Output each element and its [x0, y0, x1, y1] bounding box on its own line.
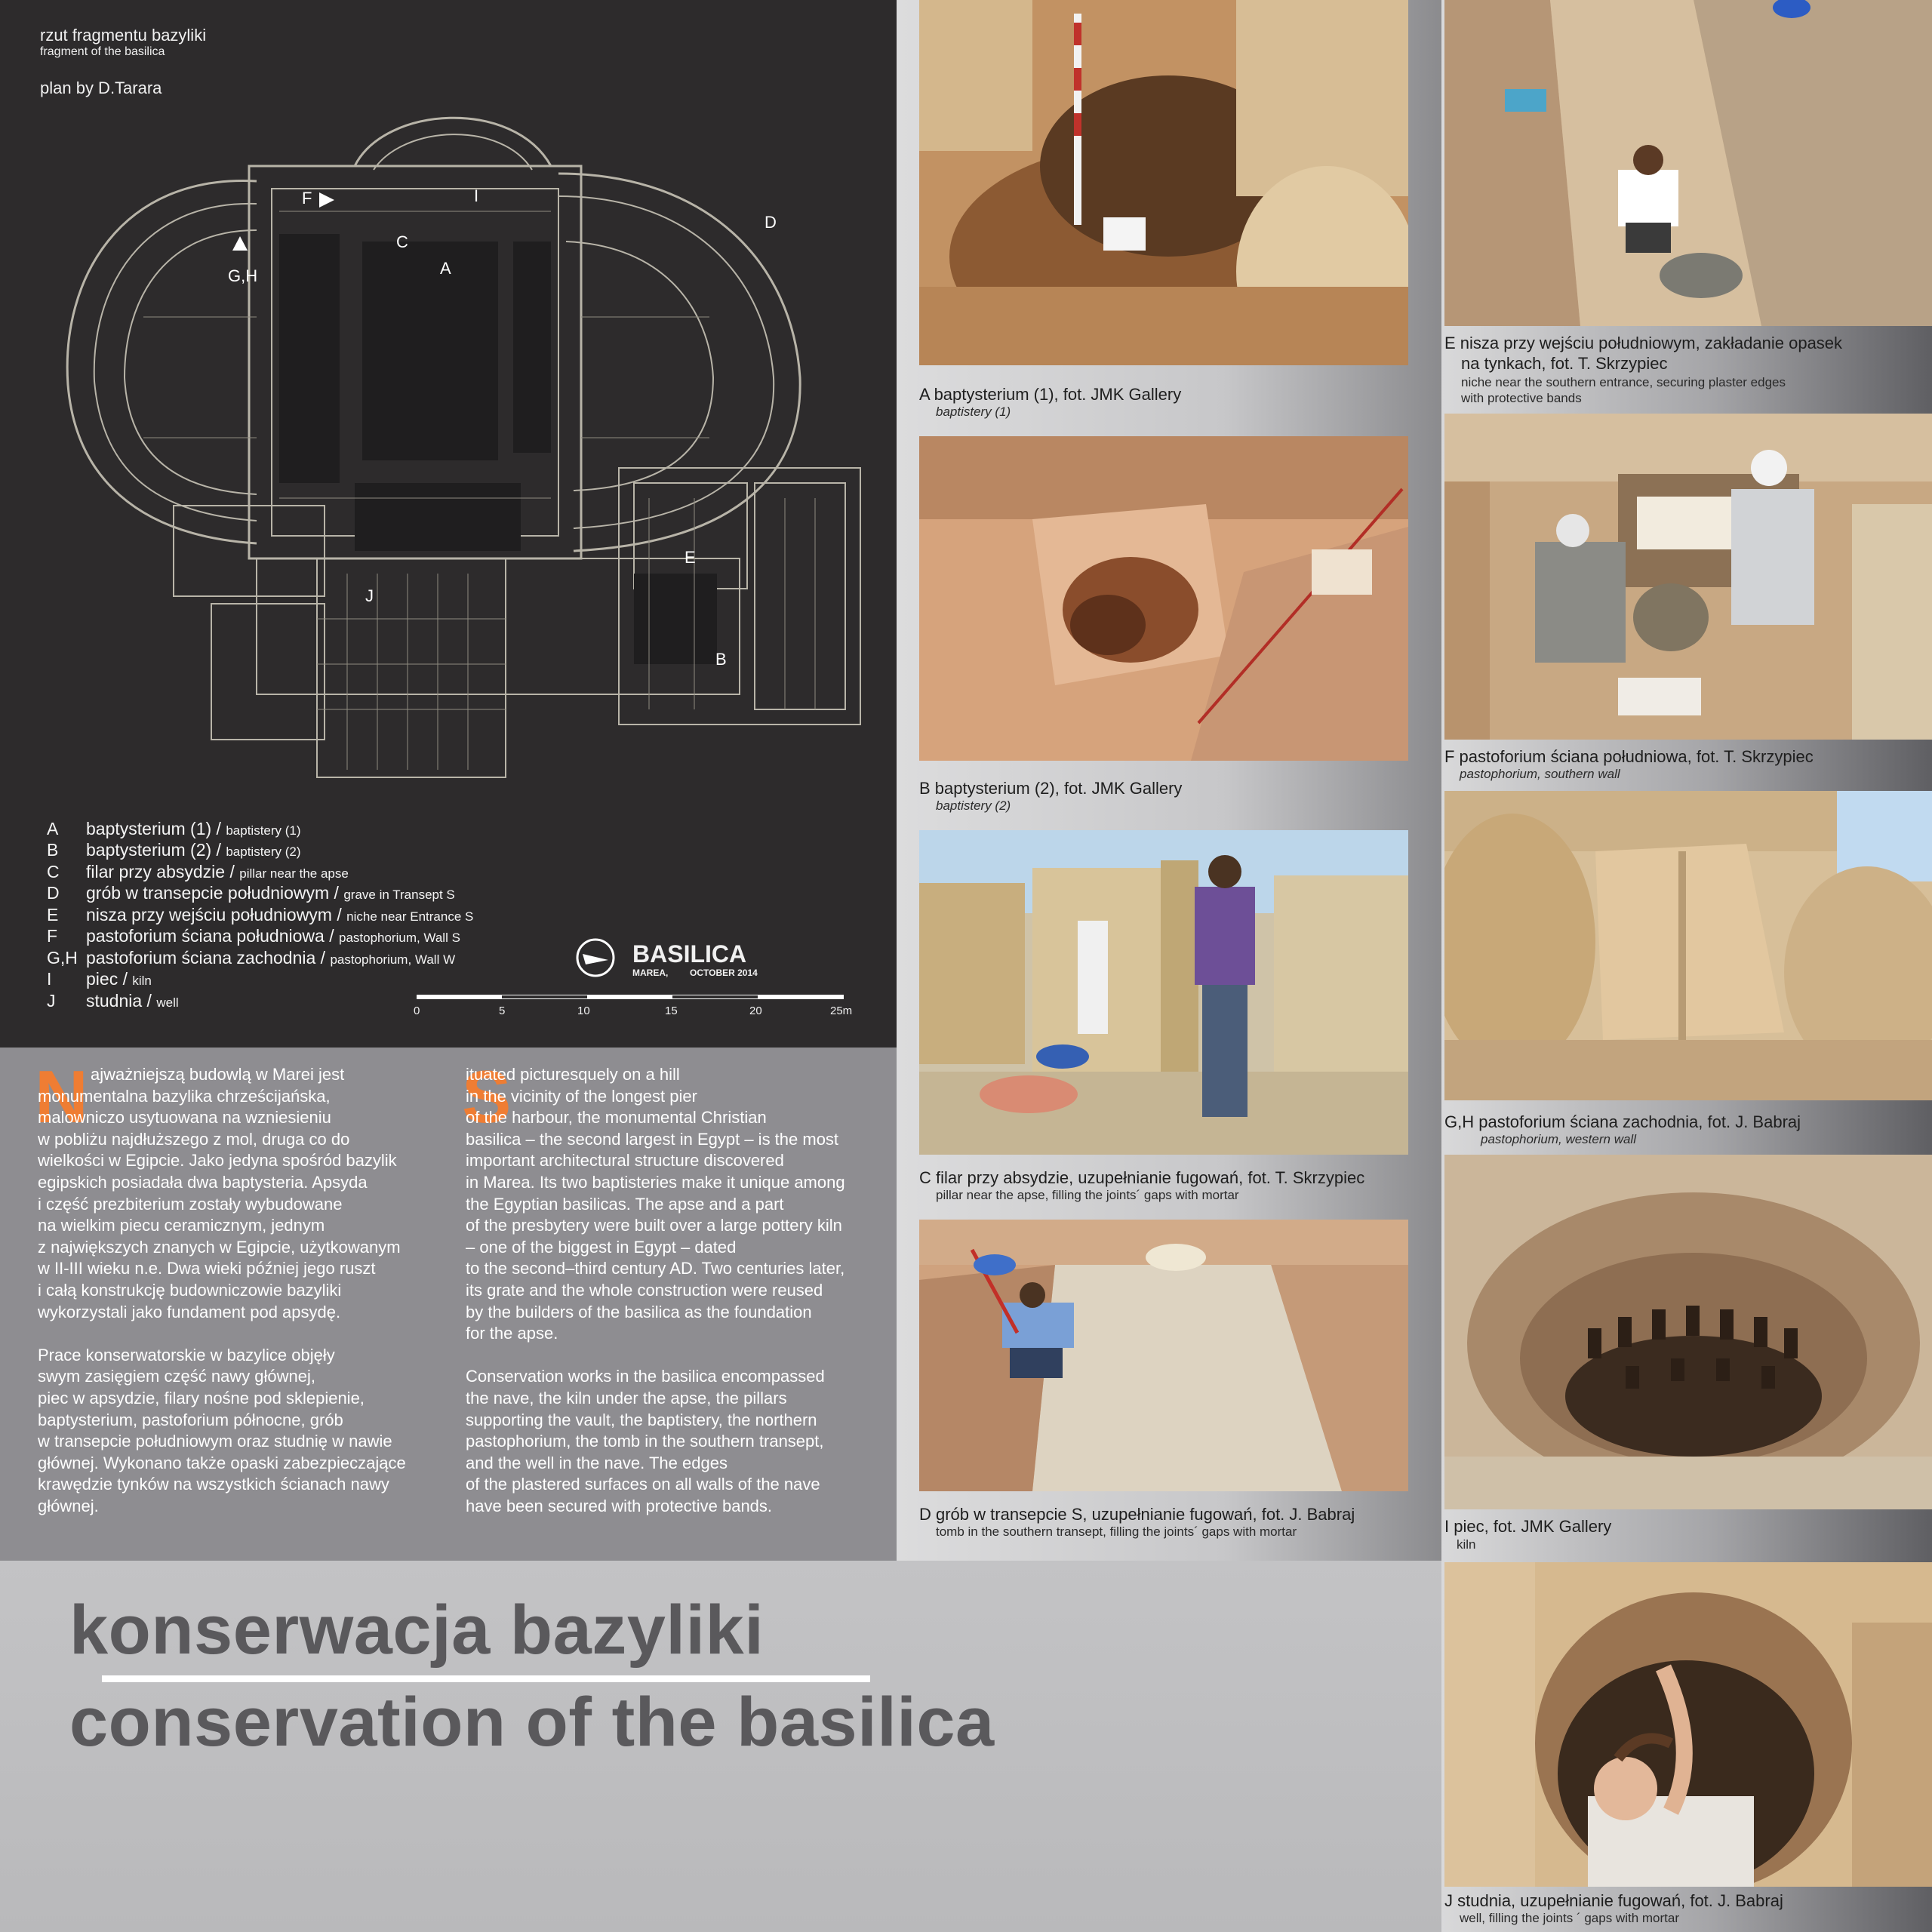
legend-row: E nisza przy wejściu południowym / niche near Entrance S: [47, 905, 474, 924]
photo-j-caption: J studnia, uzupełnianie fugowań, fot. J. Babraj: [1444, 1891, 1783, 1910]
photo-e-subcaption-line2: with protective bands: [1461, 391, 1582, 405]
page-title-pl: konserwacja bazyliki: [69, 1592, 764, 1669]
photo-c-subcaption: pillar near the apse, filling the joints´ gaps with mortar: [936, 1188, 1239, 1202]
plan-marker-b: B: [715, 650, 727, 669]
plan-subtitle: fragment of the basilica: [40, 45, 165, 58]
plan-marker-a: A: [440, 259, 451, 278]
plan-title: rzut fragmentu bazyliki: [40, 26, 207, 45]
basilica-logo-icon: [575, 937, 616, 978]
title-panel: [0, 1561, 1441, 1932]
scale-tick: 25m: [830, 1004, 853, 1017]
plan-author: plan by D.Tarara: [40, 78, 162, 97]
logo-name: BASILICA: [632, 940, 747, 968]
plan-marker-d: D: [764, 213, 777, 232]
photo-i-caption: I piec, fot. JMK Gallery: [1444, 1517, 1612, 1536]
logo-date: OCTOBER 2014: [690, 968, 758, 978]
photo-b-subcaption: baptistery (2): [936, 798, 1011, 813]
plan-marker-c: C: [396, 232, 408, 251]
photo-e-caption-line2: na tynkach, fot. T. Skrzypiec: [1461, 354, 1668, 373]
photo-c-caption: C filar przy absydzie, uzupełnianie fugowań, fot. T. Skrzypiec: [919, 1168, 1365, 1187]
legend-row: J studnia / well: [47, 991, 179, 1011]
photo-e-niche: [1444, 0, 1932, 326]
photo-d-subcaption: tomb in the southern transept, filling the joints´ gaps with mortar: [936, 1524, 1297, 1539]
photo-gh-pastophorium-wall-w: [1444, 791, 1932, 1100]
photo-b-baptistery: [919, 436, 1408, 761]
photo-a-caption: A baptysterium (1), fot. JMK Gallery: [919, 385, 1182, 404]
photo-e-subcaption: niche near the southern entrance, securing plaster edges: [1461, 375, 1786, 389]
scale-tick: 10: [577, 1004, 590, 1017]
drop-cap-pl: N: [35, 1055, 88, 1138]
scale-tick: 0: [414, 1004, 420, 1017]
photo-c-pillar: [919, 830, 1408, 1155]
legend-row: G,H pastoforium ściana zachodnia / pastophorium, Wall W: [47, 948, 456, 968]
photo-f-subcaption: pastophorium, southern wall: [1460, 767, 1620, 781]
title-underline: [102, 1675, 870, 1682]
photo-gh-subcaption: pastophorium, western wall: [1481, 1132, 1636, 1146]
basilica-plan-drawing: [30, 91, 875, 785]
photo-j-well: [1444, 1562, 1932, 1887]
plan-marker-f: F: [302, 189, 312, 208]
scale-bar-segment: [672, 995, 758, 998]
photo-j-subcaption: well, filling the joints ´ gaps with mortar: [1460, 1911, 1680, 1925]
plan-marker-e: E: [685, 548, 696, 567]
photo-i-kiln: [1444, 1155, 1932, 1509]
photo-e-caption: E nisza przy wejściu południowym, zakładanie opasek: [1444, 334, 1843, 352]
body-text-en: ituated picturesquely on a hill in the vicinity of the longest pier of the harbour, the monumental Christian basilica – the second largest in Egypt – is the most important architectural structure discovered in Marea. Its two baptisteries make it unique among the Egyptian basilicas. The apse and a part of the presbytery were built over a large pottery kiln – one of the biggest in Egypt – dated to the second–third century AD. Two centuries later, its grate and the whole construction were reused by the builders of the basilica as the foundation for the apse. Conservation works in the basilica encompassed the nave, the kiln under the apse, the pillars supporting the vault, the baptistery, the northern pastophorium, the tomb in the southern transept, and the well in the nave. The edges of the plastered surfaces on all walls of the nave have been secured with protective bands.: [466, 1065, 845, 1515]
legend-row: C filar przy absydzie / pillar near the apse: [47, 862, 349, 881]
scale-tick: 15: [665, 1004, 678, 1017]
legend-row: B baptysterium (2) / baptistery (2): [47, 840, 301, 860]
plan-marker-gh: G,H: [228, 266, 258, 285]
legend-row: I piec / kiln: [47, 969, 152, 989]
photo-d-tomb: [919, 1220, 1408, 1491]
logo-place: MAREA,: [632, 968, 669, 978]
legend-row: F pastoforium ściana południowa / pastophorium, Wall S: [47, 926, 460, 946]
photo-a-subcaption: baptistery (1): [936, 405, 1011, 419]
page-title-en: conservation of the basilica: [69, 1684, 995, 1761]
legend-row: A baptysterium (1) / baptistery (1): [47, 819, 301, 838]
legend-row: D grób w transepcie południowym / grave in Transept S: [47, 883, 455, 903]
plan-marker-j: J: [365, 586, 374, 605]
text-panel: [0, 1048, 897, 1561]
photo-a-baptistery: [919, 0, 1408, 365]
photo-f-caption: F pastoforium ściana południowa, fot. T. Skrzypiec: [1444, 747, 1814, 766]
photo-b-caption: B baptysterium (2), fot. JMK Gallery: [919, 779, 1183, 798]
scale-tick: 5: [499, 1004, 506, 1017]
photo-d-caption: D grób w transepcie S, uzupełnianie fugowań, fot. J. Babraj: [919, 1505, 1355, 1524]
photo-gh-caption: G,H pastoforium ściana zachodnia, fot. J. Babraj: [1444, 1112, 1801, 1131]
body-text-pl: ajważniejszą budowlą w Marei jest monumentalna bazylika chrześcijańska, malowniczo usytuowana na wzniesieniu w pobliżu najdłuższego z mol, druga co do wielkości w Egipcie. Jako jedyna spośród bazylik egipskich posiadała dwa baptysteria. Apsyda i część prezbiterium zostały wybudowane na wielkim piecu ceramicznym, jednym z największych znanych w Egipcie, użytkowanym w II-III wieku n.e. Dwa wieki później jego ruszt i całą konstrukcję budowniczowie bazyliki wykorzystali jako fundament pod apsydę. Prace konserwatorskie w bazylice objęły swym zasięgiem część nawy głównej, piec w apsydzie, filary nośne pod sklepienie, baptysterium, pastoforium północne, grób w transepcie południowym oraz studnię w nawie głównej. Wykonano także opaski zabezpieczające krawędzie tynków na wszystkich ścianach nawy głównej.: [38, 1065, 406, 1515]
scale-tick: 20: [749, 1004, 762, 1017]
photo-i-subcaption: kiln: [1457, 1537, 1476, 1552]
plan-panel: [0, 0, 897, 1048]
drop-cap-en: S: [462, 1055, 512, 1138]
scale-bar: [417, 995, 844, 999]
photo-f-pastophorium-wall-s: [1444, 414, 1932, 740]
scale-bar-segment: [502, 995, 587, 998]
plan-marker-i: I: [474, 186, 479, 205]
